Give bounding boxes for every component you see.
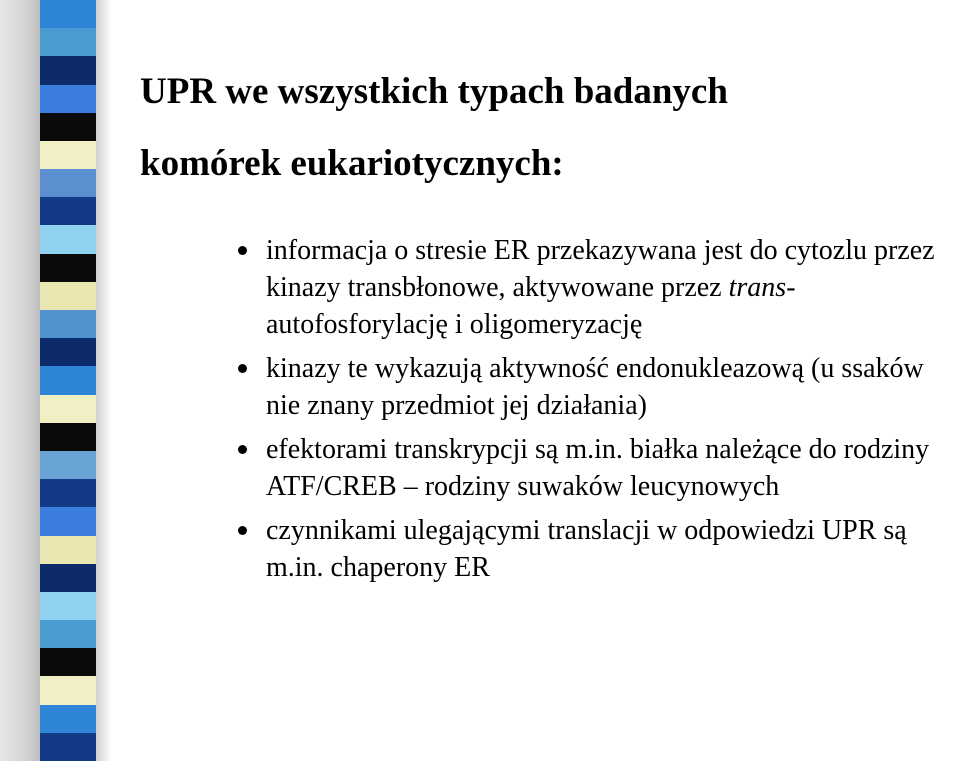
stripe-block [40, 366, 96, 395]
bullet-item [232, 512, 960, 586]
bullet-dot-icon [238, 364, 247, 373]
bullet-item [232, 431, 960, 505]
decorative-color-stripe [40, 0, 96, 761]
stripe-block [40, 733, 96, 761]
stripe-block [40, 28, 96, 57]
stripe-block [40, 141, 96, 170]
stripe-block [40, 85, 96, 114]
stripe-block [40, 197, 96, 226]
stripe-block [40, 648, 96, 677]
stripe-block [40, 479, 96, 508]
stripe-block [40, 56, 96, 85]
stripe-block [40, 592, 96, 621]
stripe-block [40, 620, 96, 649]
stripe-block [40, 282, 96, 311]
stripe-block [40, 705, 96, 734]
stripe-block [40, 507, 96, 536]
bullet-italic-text: trans [728, 272, 787, 303]
bullet-item [232, 232, 960, 343]
bullet-dot-icon [238, 526, 247, 535]
stripe-block [40, 423, 96, 452]
stripe-shade [96, 0, 112, 761]
stripe-block [40, 310, 96, 339]
slide-title [140, 56, 940, 200]
stripe-block [40, 536, 96, 565]
stripe-block [40, 451, 96, 480]
slide-title-line-1: UPR we wszystkich typach badanych [140, 71, 728, 112]
bullet-text: kinazy te wykazują aktywność endonukleazową (u ssaków nie znany przedmiot jej działania) [266, 353, 924, 421]
bullet-text: efektorami transkrypcji są m.in. białka należące do rodziny ATF/CREB – rodziny suwaków leucynowych [266, 434, 930, 502]
slide-title-line-2: komórek eukariotycznych: [140, 143, 564, 184]
stripe-block [40, 169, 96, 198]
bullet-text: -autofosforylację i oligomeryzację [266, 272, 796, 340]
bullet-text: informacja o stresie ER przekazywana jest do cytozlu przez kinazy transbłonowe, aktywowane przez [266, 235, 935, 303]
stripe-block [40, 395, 96, 424]
bullet-dot-icon [238, 246, 247, 255]
stripe-block [40, 338, 96, 367]
stripe-block [40, 225, 96, 254]
bullet-dot-icon [238, 445, 247, 454]
bullet-item [232, 350, 960, 424]
stripe-block [40, 0, 96, 29]
bullet-list [232, 232, 960, 593]
stripe-block [40, 564, 96, 593]
stripe-block [40, 113, 96, 142]
stripe-block [40, 254, 96, 283]
left-shadow-strip [0, 0, 40, 761]
bullet-text: czynnikami ulegającymi translacji w odpowiedzi UPR są m.in. chaperony ER [266, 515, 907, 583]
stripe-block [40, 676, 96, 705]
